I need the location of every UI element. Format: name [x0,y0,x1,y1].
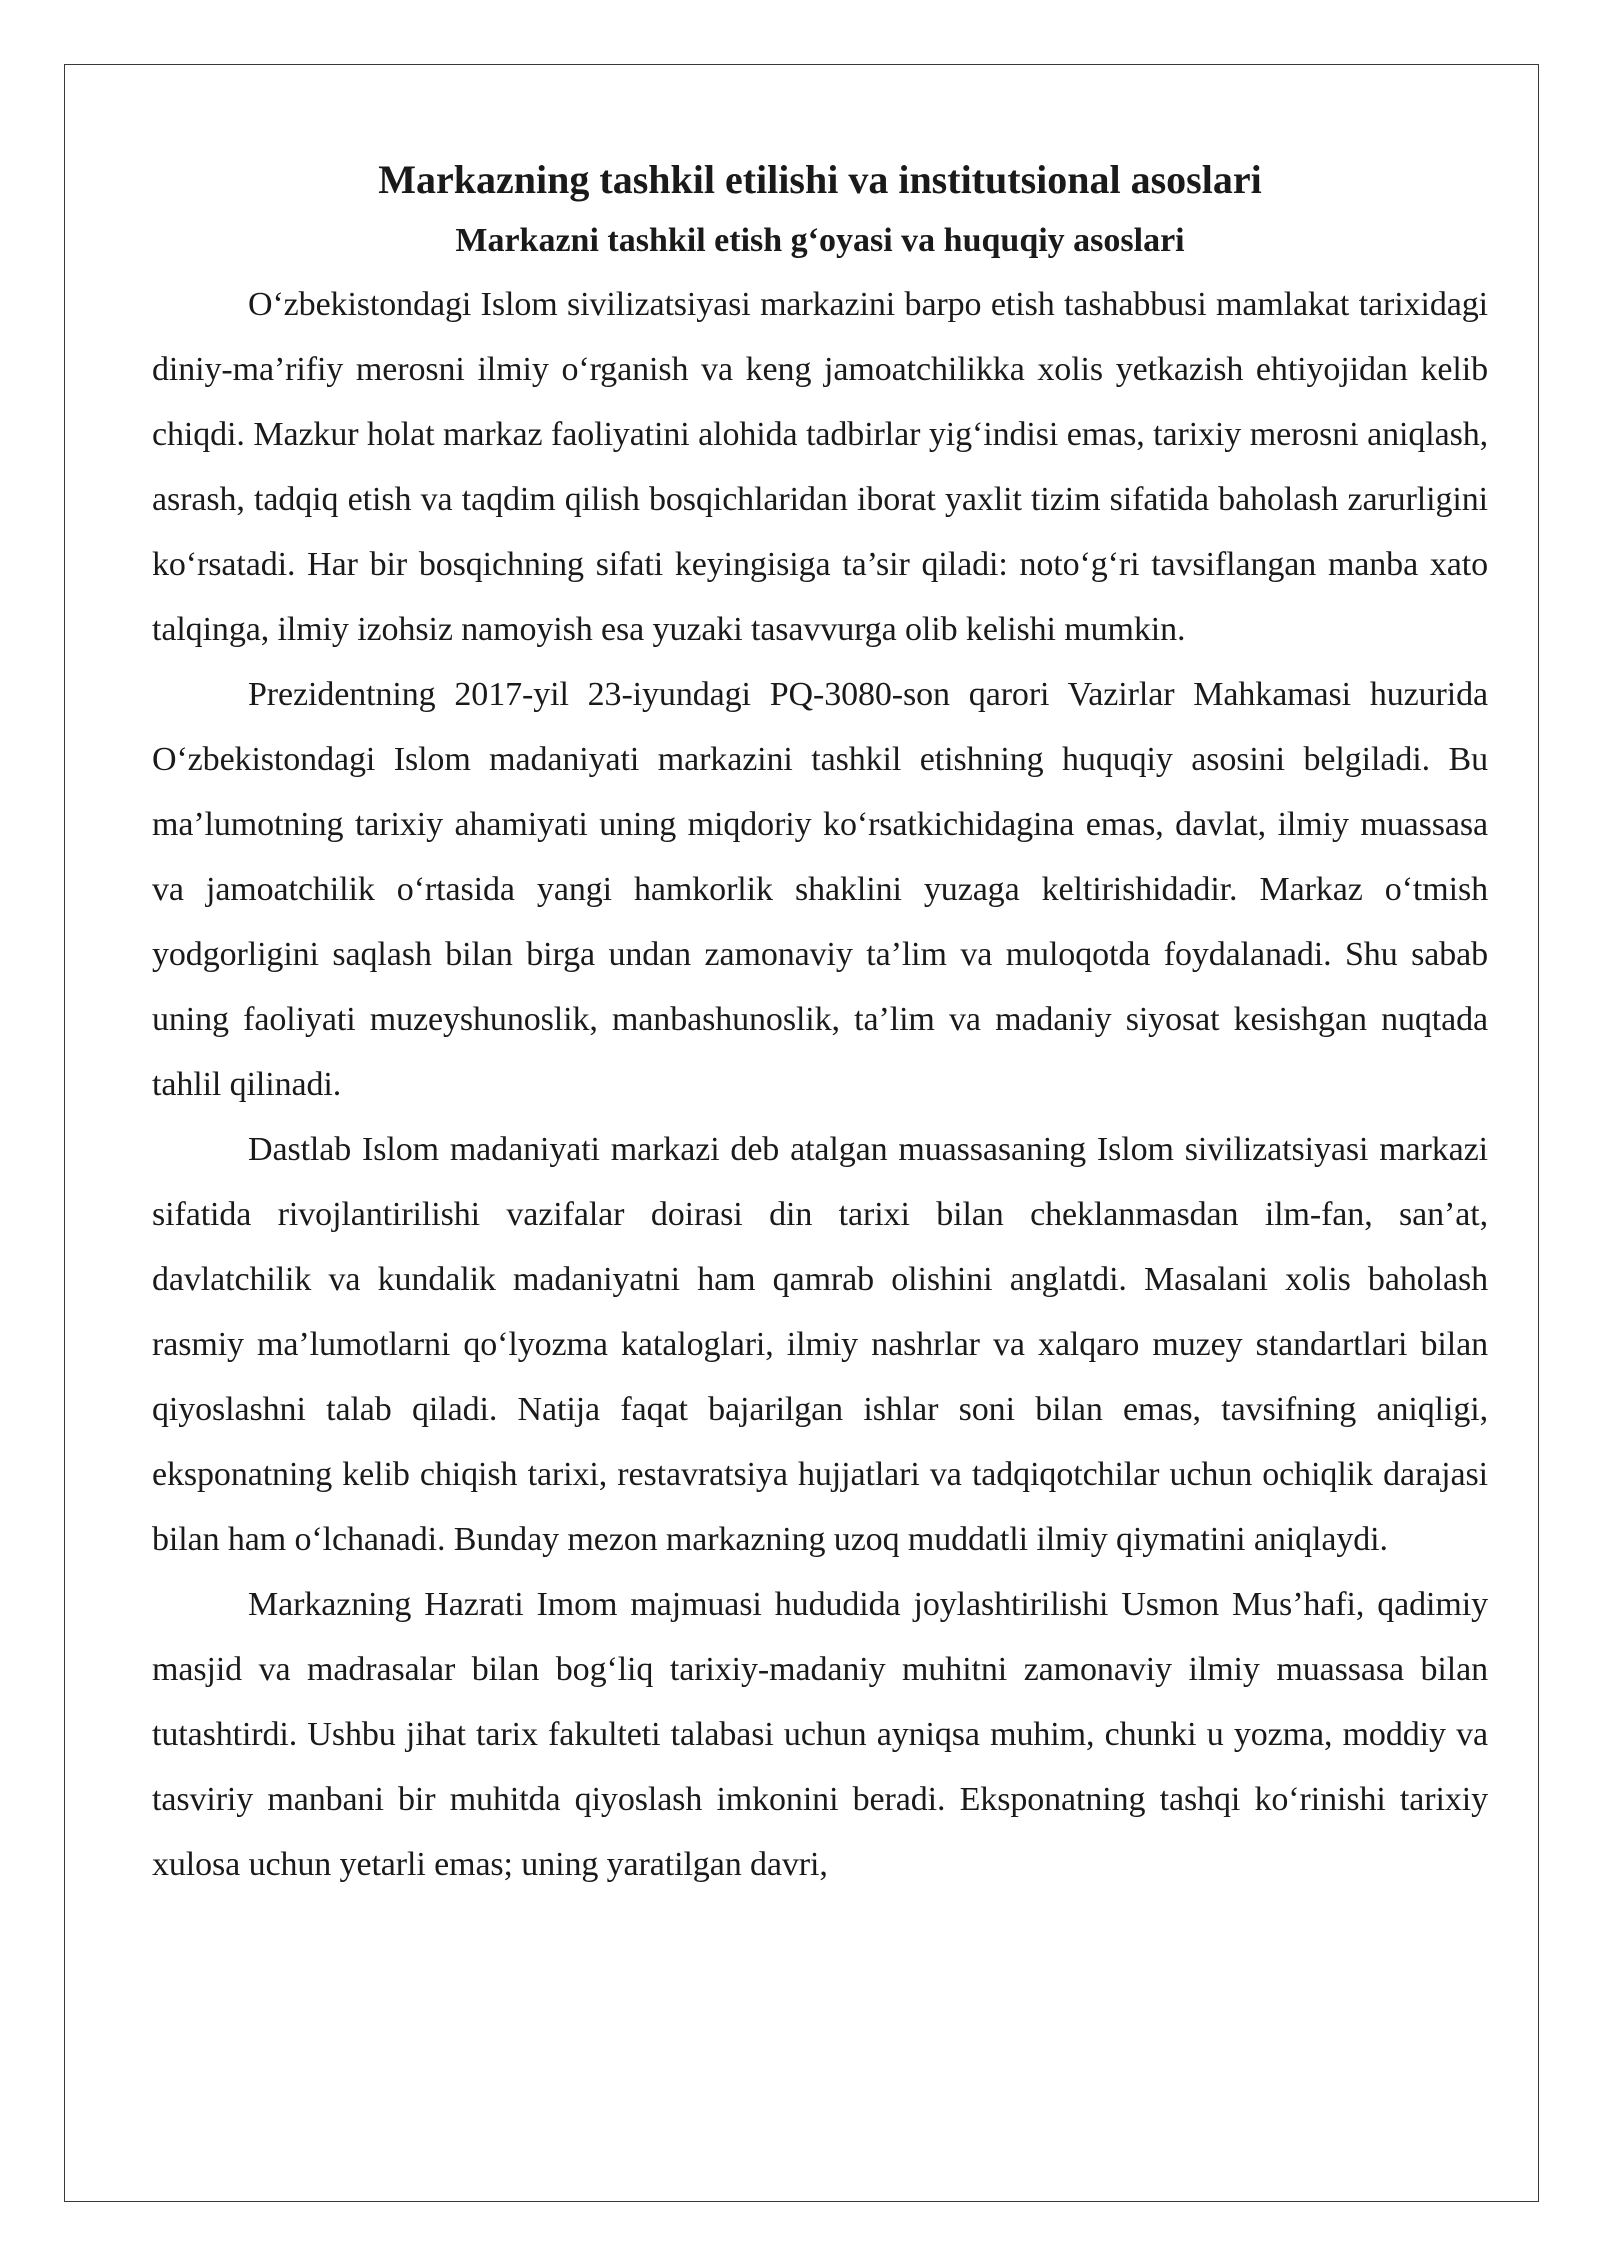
document-title: Markazning tashkil etilishi va institutsional asoslari [378,157,1262,202]
paragraph-2: Prezidentning 2017-yil 23-iyundagi PQ-3080-son qarori Vazirlar Mahkamasi huzurida O‘zbekistondagi Islom madaniyati markazini tashkil etishning huquqiy asosini belgiladi. Bu ma’lumotning tarixiy ahamiyati uning miqdoriy ko‘rsatkichidagina emas, davlat, ilmiy muassasa va jamoatchilik o‘rtasida yangi hamkorlik shaklini yuzaga keltirishidadir. Markaz o‘tmish yodgorligini saqlash bilan birga undan zamonaviy ta’lim va muloqotda foydalanadi. Shu sabab uning faoliyati muzeyshunoslik, manbashunoslik, ta’lim va madaniy siyosat kesishgan nuqtada tahlil qilinadi. [152,676,1488,1103]
document-body [152,148,1488,1897]
paragraph-3: Dastlab Islom madaniyati markazi deb atalgan muassasaning Islom sivilizatsiyasi markazi sifatida rivojlantirilishi vazifalar doirasi din tarixi bilan cheklanmasdan ilm-fan, san’at, davlatchilik va kundalik madaniyatni ham qamrab olishini anglatdi. Masalani xolis baholash rasmiy ma’lumotlarni qo‘lyozma kataloglari, ilmiy nashrlar va xalqaro muzey standartlari bilan qiyoslashni talab qiladi. Natija faqat bajarilgan ishlar soni bilan emas, tavsifning aniqligi, eksponatning kelib chiqish tarixi, restavratsiya hujjatlari va tadqiqotchilar uchun ochiqlik darajasi bilan ham o‘lchanadi. Bunday mezon markazning uzoq muddatli ilmiy qiymatini aniqlaydi. [152,1131,1488,1558]
paragraph-4: Markazning Hazrati Imom majmuasi hududida joylashtirilishi Usmon Mus’hafi, qadimiy masjid va madrasalar bilan bog‘liq tarixiy-madaniy muhitni zamonaviy ilmiy muassasa bilan tutashtirdi. Ushbu jihat tarix fakulteti talabasi uchun ayniqsa muhim, chunki u yozma, moddiy va tasviriy manbani bir muhitda qiyoslash imkonini beradi. Eksponatning tashqi ko‘rinishi tarixiy xulosa uchun yetarli emas; uning yaratilgan davri, [152,1586,1488,1883]
paragraph-1: O‘zbekistondagi Islom sivilizatsiyasi markazini barpo etish tashabbusi mamlakat tarixidagi diniy-ma’rifiy merosni ilmiy o‘rganish va keng jamoatchilikka xolis yetkazish ehtiyojidan kelib chiqdi. Mazkur holat markaz faoliyatini alohida tadbirlar yig‘indisi emas, tarixiy merosni aniqlash, asrash, tadqiq etish va taqdim qilish bosqichlaridan iborat yaxlit tizim sifatida baholash zarurligini ko‘rsatadi. Har bir bosqichning sifati keyingisiga ta’sir qiladi: noto‘g‘ri tavsiflangan manba xato talqinga, ilmiy izohsiz namoyish esa yuzaki tasavvurga olib kelishi mumkin. [152,286,1488,648]
section-subtitle: Markazni tashkil etish g‘oyasi va huquqiy asoslari [455,222,1185,259]
